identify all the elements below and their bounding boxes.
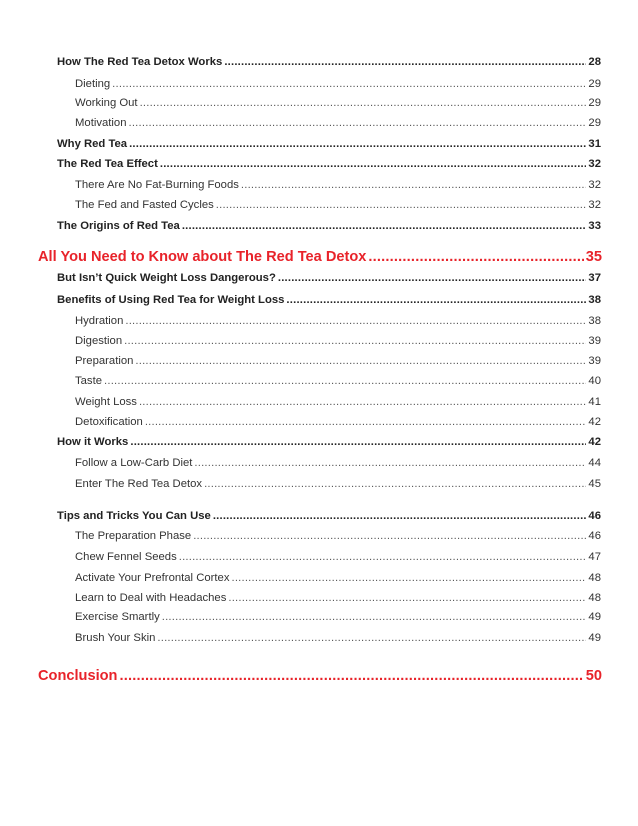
toc-entry-why-red-tea[interactable]: [57, 138, 601, 150]
dot-leader: [278, 272, 587, 284]
dot-leader: [162, 611, 587, 623]
toc-entry-working-out[interactable]: [75, 97, 601, 109]
toc-entry-dieting[interactable]: [75, 78, 601, 90]
toc-page-number: 33: [588, 220, 601, 232]
toc-entry-how-the-red-tea-detox-works[interactable]: [57, 56, 601, 68]
toc-page-number: 48: [588, 572, 601, 584]
dot-leader: [204, 478, 586, 490]
toc-entry-no-fat-burning-foods[interactable]: [75, 179, 601, 191]
toc-entry-title: Preparation: [75, 355, 134, 367]
dot-leader: [112, 78, 586, 90]
toc-entry-how-it-works[interactable]: [57, 436, 601, 448]
toc-page-number: 35: [585, 249, 602, 265]
dot-leader: [124, 335, 586, 347]
toc-entry-title: Detoxification: [75, 416, 143, 428]
toc-entry-digestion[interactable]: [75, 335, 601, 347]
toc-entry-title: Activate Your Prefrontal Cortex: [75, 572, 230, 584]
toc-entry-prefrontal-cortex[interactable]: [75, 572, 601, 584]
toc-chapter-title: Conclusion: [38, 668, 118, 684]
toc-page-number: 29: [588, 97, 601, 109]
toc-entry-title: Why Red Tea: [57, 138, 128, 150]
toc-entry-title: How The Red Tea Detox Works: [57, 56, 223, 68]
toc-page-number: 37: [588, 272, 601, 284]
dot-leader: [135, 355, 586, 367]
toc-entry-low-carb-diet[interactable]: [75, 457, 601, 469]
toc-entry-title: Hydration: [75, 315, 124, 327]
toc-entry-quick-weight-loss-dangerous[interactable]: [57, 272, 601, 284]
dot-leader: [224, 56, 586, 68]
dot-leader: [119, 668, 583, 684]
dot-leader: [241, 179, 587, 191]
toc-page-number: 39: [588, 355, 601, 367]
dot-leader: [130, 436, 586, 448]
toc-entry-title: Dieting: [75, 78, 111, 90]
toc-page-number: 29: [588, 78, 601, 90]
toc-entry-the-preparation-phase[interactable]: [75, 530, 601, 542]
dot-leader: [160, 158, 587, 170]
toc-page-number: 47: [588, 551, 601, 563]
toc-entry-benefits-of-red-tea[interactable]: [57, 294, 601, 306]
toc-entry-title: The Red Tea Effect: [57, 158, 158, 170]
toc-page-number: 49: [588, 611, 601, 623]
toc-page-number: 29: [588, 117, 601, 129]
toc-entry-title: Brush Your Skin: [75, 632, 156, 644]
toc-entry-deal-with-headaches[interactable]: [75, 592, 601, 604]
toc-page-number: 28: [588, 56, 601, 68]
dot-leader: [104, 375, 586, 387]
toc-entry-title: Motivation: [75, 117, 127, 129]
dot-leader: [125, 315, 586, 327]
toc-entry-enter-the-red-tea-detox[interactable]: [75, 478, 601, 490]
toc-entry-title: Digestion: [75, 335, 123, 347]
toc-entry-title: Chew Fennel Seeds: [75, 551, 177, 563]
toc-entry-title: Working Out: [75, 97, 138, 109]
dot-leader: [368, 249, 583, 265]
toc-page-number: 40: [588, 375, 601, 387]
toc-entry-brush-your-skin[interactable]: [75, 632, 601, 644]
toc-page-number: 38: [588, 294, 601, 306]
dot-leader: [129, 117, 587, 129]
toc-entry-title: But Isn’t Quick Weight Loss Dangerous?: [57, 272, 276, 284]
toc-page-number: 46: [588, 530, 601, 542]
toc-page-number: 50: [585, 668, 602, 684]
toc-page-number: 38: [588, 315, 601, 327]
toc-entry-tips-and-tricks[interactable]: [57, 510, 601, 522]
toc-entry-chew-fennel-seeds[interactable]: [75, 551, 601, 563]
toc-entry-weight-loss[interactable]: [75, 396, 601, 408]
toc-entry-title: Learn to Deal with Headaches: [75, 592, 227, 604]
toc-entry-title: Exercise Smartly: [75, 611, 160, 623]
toc-entry-the-red-tea-effect[interactable]: [57, 158, 601, 170]
toc-entry-detoxification[interactable]: [75, 416, 601, 428]
toc-page-number: 42: [588, 416, 601, 428]
toc-entry-title: The Preparation Phase: [75, 530, 192, 542]
toc-chapter-title: All You Need to Know about The Red Tea Detox: [38, 249, 367, 265]
toc-chapter-all-you-need-to-know[interactable]: [38, 249, 602, 265]
toc-entry-title: Follow a Low-Carb Diet: [75, 457, 193, 469]
toc-page-number: 45: [588, 478, 601, 490]
toc-entry-origins-of-red-tea[interactable]: [57, 220, 601, 232]
toc-entry-motivation[interactable]: [75, 117, 601, 129]
toc-entry-title: Enter The Red Tea Detox: [75, 478, 203, 490]
toc-page-number: 31: [588, 138, 601, 150]
dot-leader: [194, 457, 586, 469]
dot-leader: [213, 510, 587, 522]
toc-page-number: 32: [588, 199, 601, 211]
toc-entry-title: Tips and Tricks You Can Use: [57, 510, 211, 522]
dot-leader: [157, 632, 586, 644]
toc-page-number: 42: [588, 436, 601, 448]
toc-entry-fed-and-fasted-cycles[interactable]: [75, 199, 601, 211]
toc-entry-hydration[interactable]: [75, 315, 601, 327]
toc-page-number: 48: [588, 592, 601, 604]
dot-leader: [231, 572, 586, 584]
toc-page-number: 44: [588, 457, 601, 469]
dot-leader: [140, 97, 587, 109]
dot-leader: [182, 220, 587, 232]
dot-leader: [145, 416, 587, 428]
toc-entry-title: There Are No Fat-Burning Foods: [75, 179, 239, 191]
toc-page-number: 32: [588, 158, 601, 170]
toc-entry-title: The Origins of Red Tea: [57, 220, 180, 232]
dot-leader: [286, 294, 586, 306]
dot-leader: [129, 138, 586, 150]
toc-entry-taste[interactable]: [75, 375, 601, 387]
dot-leader: [179, 551, 587, 563]
dot-leader: [139, 396, 586, 408]
toc-page-number: 49: [588, 632, 601, 644]
toc-page-number: 41: [588, 396, 601, 408]
toc-entry-title: The Fed and Fasted Cycles: [75, 199, 214, 211]
toc-entry-title: Benefits of Using Red Tea for Weight Loss: [57, 294, 285, 306]
dot-leader: [193, 530, 586, 542]
toc-entry-title: How it Works: [57, 436, 129, 448]
toc-entry-title: Weight Loss: [75, 396, 137, 408]
dot-leader: [228, 592, 586, 604]
dot-leader: [216, 199, 587, 211]
toc-entry-exercise-smartly[interactable]: [75, 611, 601, 623]
toc-page-number: 32: [588, 179, 601, 191]
toc-entry-preparation[interactable]: [75, 355, 601, 367]
toc-entry-title: Taste: [75, 375, 103, 387]
toc-page-number: 46: [588, 510, 601, 522]
toc-page-number: 39: [588, 335, 601, 347]
toc-chapter-conclusion[interactable]: [38, 668, 602, 684]
